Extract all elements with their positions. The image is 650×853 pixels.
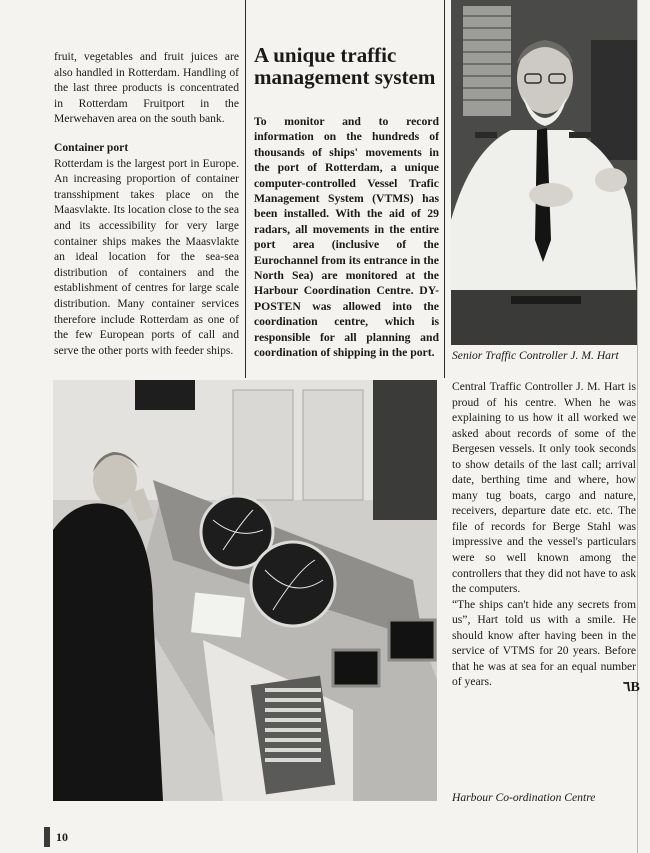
portrait-caption: Senior Traffic Controller J. M. Hart [452, 349, 619, 362]
control-room-photo [53, 380, 437, 801]
column-rule-left [245, 0, 246, 378]
article-headline: A unique traffic management system [254, 43, 436, 89]
author-signature: ٦B [623, 680, 640, 695]
page-number: 10 [56, 830, 68, 844]
container-port-subheading: Container port [54, 140, 129, 154]
page-edge-rule [637, 0, 638, 853]
control-room-caption: Harbour Co-ordination Centre [452, 791, 596, 804]
column-rule-right [444, 0, 445, 378]
container-port-paragraph: Rotterdam is the largest port in Europe. An increasing proportion of container transshipment takes place on the Maasvlakte. Its location close to the sea and its accessibility for very large container ships makes the Maasvlakte an ideal location for the sea-sea distribution of containers and the establishment of centres for large scale distribution. Many container services therefore include Rotterdam as one of the few European ports of call and serve the other ports with feeder ships. [54, 156, 239, 357]
portrait-photo [451, 0, 637, 345]
left-intro-paragraph: fruit, vegetables and fruit juices are also handled in Rotterdam. Handling of the last three products is concentrated in Rotterdam Fruitport in the Merwehaven area on the south bank. [54, 50, 239, 126]
right-column [452, 379, 636, 690]
left-column [54, 49, 239, 358]
right-paragraph-1: Central Traffic Controller J. M. Hart is proud of his centre. When he was explaining to us how it all worked we asked about records of some of the Bergesen vessels. It only took seconds to show details of the last call; arrival date, berthing time and where, how many tug boats, cargo and nature, receivers, departure date etc. etc. The file of records for Berge Stahl was impressive and the vessel's particulars were so well known among the controllers that they did not have to ask the computers. [452, 380, 636, 596]
article-lead: To monitor and to record information on the hundreds of thousands of ships' movements in the port of Rotterdam, a unique computer-controlled Vessel Trafic Management System (VTMS) has been installed. With the aid of 29 radars, all movements in the entire port area (inclusive of the Eurochannel from its entrance in the North Sea) are monitored at the Harbour Coordination Centre. DY-POSTEN was allowed into the coordination centre, which is responsible for all planning and coordination of shipping in the port. [254, 115, 439, 360]
right-paragraph-2: “The ships can't hide any secrets from us”, Hart told us with a smile. He should know after having been in the service of VTMS for 20 years. Before that he was at sea for an equal number of years. [452, 597, 636, 689]
folio-bar [44, 827, 50, 847]
